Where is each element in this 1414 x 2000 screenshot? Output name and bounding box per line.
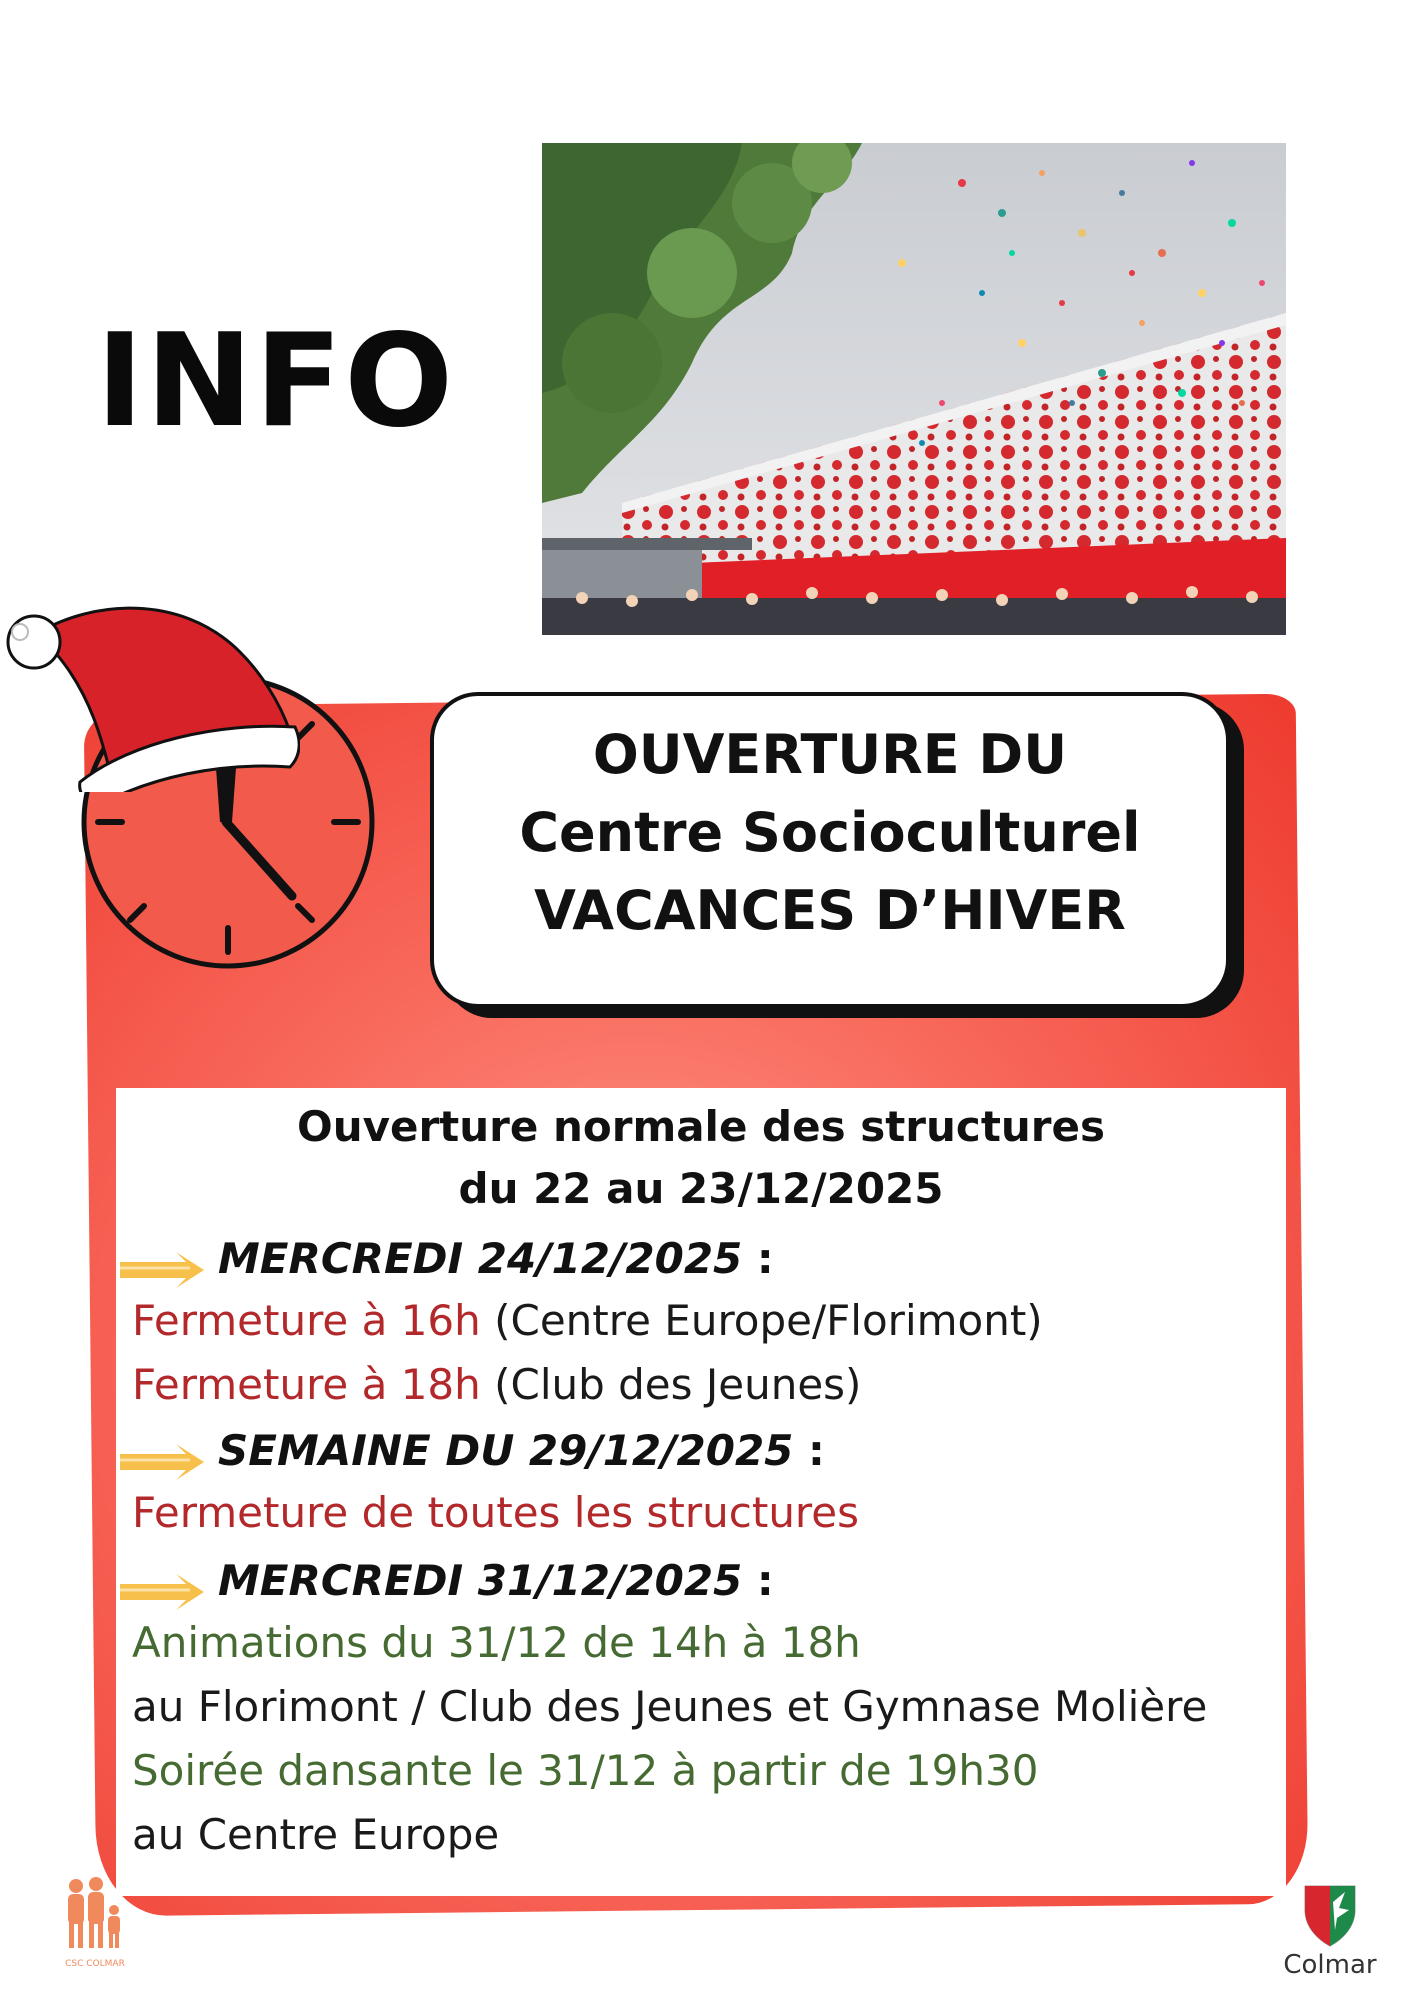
intro-line-2: du 22 au 23/12/2025 — [458, 1164, 944, 1213]
intro-line-1: Ouverture normale des structures — [297, 1102, 1105, 1151]
highlight-text: Fermeture de toutes les structures — [132, 1488, 860, 1537]
info-line: Animations du 31/12 de 14h à 18h — [132, 1618, 861, 1667]
title-box — [430, 692, 1230, 1008]
info-line: au Florimont / Club des Jeunes et Gymnase Molière — [132, 1682, 1208, 1731]
section-heading-3 — [218, 1556, 774, 1605]
heading-colon: : — [756, 1556, 774, 1605]
heading-colon: : — [808, 1426, 825, 1475]
santa-hat-icon — [0, 592, 300, 792]
highlight-text: Fermeture à 18h — [132, 1360, 481, 1409]
arrow-icon — [116, 1248, 208, 1292]
section-heading-3-text: MERCREDI 31/12/2025 — [218, 1556, 743, 1605]
info-line: Soirée dansante le 31/12 à partir de 19h30 — [132, 1746, 1039, 1795]
info-line — [132, 1488, 859, 1537]
section-heading-2 — [218, 1426, 825, 1475]
heading-colon: : — [756, 1234, 774, 1283]
csc-logo-text: CSC COLMAR — [65, 1959, 125, 1969]
section-heading-2-text: SEMAINE DU 29/12/2025 — [218, 1426, 794, 1475]
arrow-icon — [116, 1570, 208, 1614]
title-line-3: VACANCES D’HIVER — [534, 879, 1126, 942]
family-logo-icon — [62, 1876, 128, 1976]
section-heading-1 — [218, 1234, 774, 1283]
section-heading-1-text: MERCREDI 24/12/2025 — [218, 1234, 743, 1283]
highlight-text: Fermeture à 16h — [132, 1296, 481, 1345]
title-line-2: Centre Socioculturel — [519, 801, 1141, 864]
colmar-shield-icon — [1275, 1880, 1385, 1950]
info-title: INFO — [96, 307, 455, 456]
schedule-box — [116, 1088, 1286, 1896]
info-line: au Centre Europe — [132, 1810, 500, 1859]
colmar-logo — [1275, 1880, 1385, 1990]
info-line — [132, 1296, 1043, 1345]
arrow-icon — [116, 1440, 208, 1484]
building-photo — [542, 143, 1286, 635]
info-line — [132, 1360, 861, 1409]
plain-text: (Club des Jeunes) — [494, 1360, 862, 1409]
plain-text: (Centre Europe/Florimont) — [494, 1296, 1043, 1345]
title-line-1: OUVERTURE DU — [592, 723, 1068, 786]
colmar-logo-text: Colmar — [1283, 1950, 1377, 1980]
